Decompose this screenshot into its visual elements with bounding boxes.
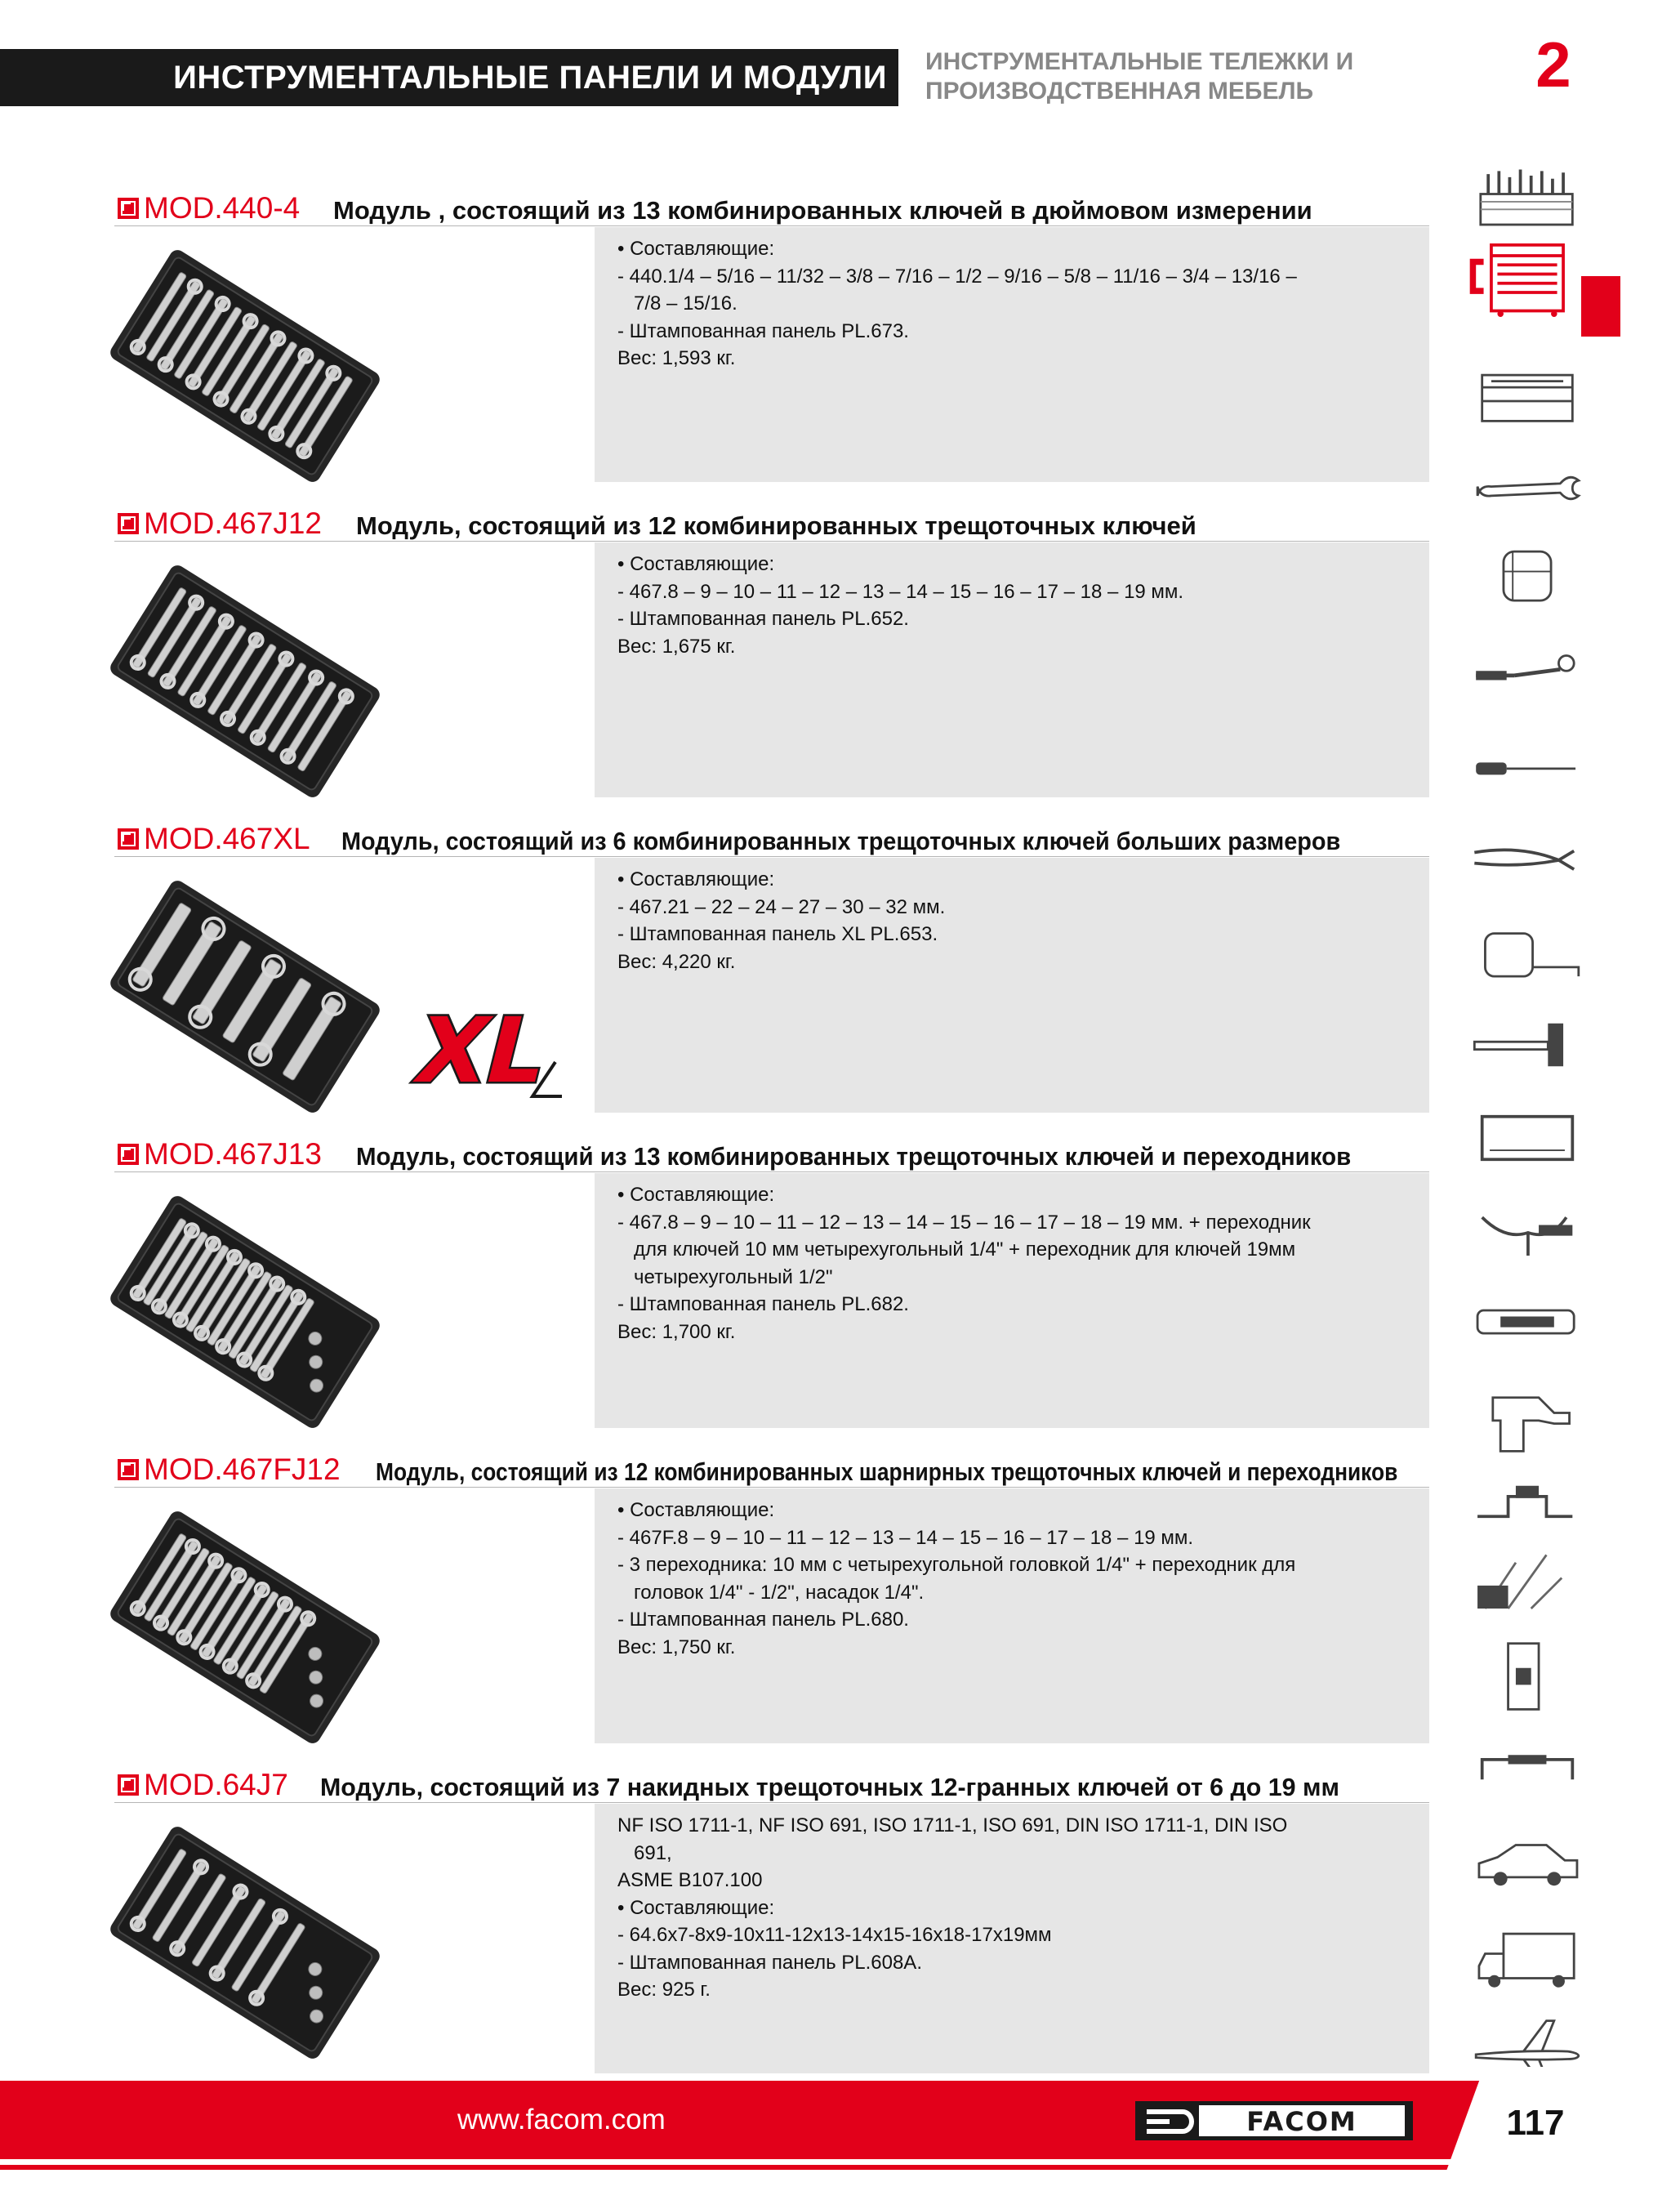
description-line: - Штампованная панель PL.673. [617,319,909,342]
product-header [114,505,1429,542]
product-description [617,1497,1426,1661]
product-mod-467xl [114,820,1429,1113]
product-marker-icon [118,1459,139,1480]
product-code: MOD.467J13 [144,1137,322,1171]
description-line: - Штампованная панель XL PL.653. [617,923,938,945]
product-header [114,190,1429,226]
product-description [617,1812,1426,2004]
product-marker-icon [118,1774,139,1796]
vise-icon[interactable] [1466,1470,1589,1544]
product-description [617,1181,1426,1345]
product-code: MOD.64J7 [144,1768,288,1801]
tool-chest-icon[interactable] [1466,364,1589,438]
product-description [617,551,1426,660]
description-line: для ключей 10 мм четырехугольный 1/4" + переходник для ключей 19мм [617,1238,1296,1261]
product-title: Модуль, состоящий из 12 комбинированных шарнирных трещоточных ключей и переходников [376,1457,1398,1486]
description-line: - Штампованная панель PL.652. [617,608,909,630]
description-line: • Составляющие: [617,553,775,575]
module-tray-image [114,243,376,480]
product-code: MOD.440-4 [144,191,301,225]
description-line: • Составляющие: [617,1184,775,1206]
module-tray-image [114,1820,376,2057]
description-line: Вес: 1,593 кг. [617,347,736,369]
product-code: MOD.467XL [144,822,310,855]
description-line: - 64.6x7-8x9-10x11-12x13-14x15-16x18-17x19мм [617,1924,1052,1946]
description-line: Вес: 1,700 кг. [617,1320,736,1343]
description-line: - 467.8 – 9 – 10 – 11 – 12 – 13 – 14 – 15 – 16 – 17 – 18 – 19 мм. [617,580,1184,603]
ratchet-icon[interactable] [1466,637,1589,711]
screwdriver-icon[interactable] [1466,730,1589,804]
product-mod-467fj12 [114,1451,1429,1743]
product-description [617,866,1426,975]
hacksaw-icon[interactable] [1466,1101,1589,1175]
product-title: Модуль, состоящий из 13 комбинированных трещоточных ключей и переходников [356,1142,1352,1171]
description-line: • Составляющие: [617,238,775,260]
svg-text:XL: XL [405,998,559,1104]
tester-icon[interactable] [1466,1286,1589,1359]
product-header [114,820,1429,857]
description-line: • Составляющие: [617,1499,775,1521]
truck-icon[interactable] [1466,1923,1589,1997]
safety-icon[interactable] [1466,1547,1589,1621]
description-line: - 3 переходника: 10 мм с четырехугольной головкой 1/4" + переходник для [617,1554,1296,1576]
footer-line [0,2165,1462,2170]
page-number: 117 [1506,2103,1565,2143]
product-mod-467j13 [114,1136,1429,1428]
module-tray-image [114,1505,376,1742]
tool-cabinet-icon[interactable] [1466,243,1589,317]
product-header [114,1451,1429,1488]
description-line: - 467.21 – 22 – 24 – 27 – 30 – 32 мм. [617,895,946,918]
facom-logo [1135,2098,1413,2144]
product-code: MOD.467FJ12 [144,1453,341,1486]
section-subtitle-line1: ИНСТРУМЕНТАЛЬНЫЕ ТЕЛЕЖКИ И [925,48,1354,75]
product-title: Модуль, состоящий из 6 комбинированных трещоточных ключей больших размеров [341,827,1341,855]
product-marker-icon [118,198,139,219]
description-line: четырехугольный 1/2" [617,1265,833,1288]
module-tray-image [114,874,376,1111]
product-title: Модуль , состоящий из 13 комбинированных ключей в дюймовом измерении [333,196,1312,225]
chapter-number: 2 [1535,29,1571,100]
description-line: головок 1/4" - 1/2", насадок 1/4". [617,1581,925,1604]
module-tray-image [114,559,376,796]
product-mod-64j7 [114,1766,1429,2073]
description-line: - 440.1/4 – 5/16 – 11/32 – 3/8 – 7/16 – 1/2 – 9/16 – 5/8 – 11/16 – 3/4 – 13/16 – [617,265,1297,288]
description-line: - 467F.8 – 9 – 10 – 11 – 12 – 13 – 14 – 15 – 16 – 17 – 18 – 19 мм. [617,1526,1194,1549]
socket-icon[interactable] [1466,541,1589,614]
product-code: MOD.467J12 [144,506,322,540]
product-title: Модуль, состоящий из 7 накидных трещоточных 12-гранных ключей от 6 до 19 мм [320,1773,1339,1801]
description-line: 7/8 – 15/16. [617,292,738,315]
description-line: Вес: 4,220 кг. [617,950,736,973]
description-line: - 467.8 – 9 – 10 – 11 – 12 – 13 – 14 – 15 – 16 – 17 – 18 – 19 мм. + переходник [617,1211,1311,1234]
description-line: • Составляющие: [617,1896,775,1919]
description-line: 691, [617,1841,672,1864]
puller-icon[interactable] [1466,1194,1589,1268]
description-line: Вес: 1,750 кг. [617,1635,736,1658]
module-tray-image [114,1189,376,1426]
section-subtitle [925,47,1383,106]
description-line: • Составляющие: [617,868,775,890]
pliers-icon[interactable] [1466,822,1589,895]
description-line: - Штампованная панель PL.680. [617,1609,909,1631]
product-title: Модуль, состоящий из 12 комбинированных трещоточных ключей [356,511,1196,540]
wrench-icon[interactable] [1466,457,1589,531]
footer-url[interactable]: www.facom.com [457,2104,666,2135]
facom-logo-text: FACOM [1246,2106,1357,2137]
description-line: Вес: 1,675 кг. [617,635,736,658]
section-subtitle-line2: ПРОИЗВОДСТВЕННАЯ МЕБЕЛЬ [925,78,1314,105]
product-header [114,1766,1429,1803]
description-line: ASME B107.100 [617,1869,763,1891]
product-marker-icon [118,828,139,850]
product-header [114,1136,1429,1172]
xl-badge [405,998,572,1104]
tape-measure-icon[interactable] [1466,917,1589,990]
hammer-icon[interactable] [1466,1008,1589,1082]
page-title: ИНСТРУМЕНТАЛЬНЫЕ ПАНЕЛИ И МОДУЛИ [173,60,887,96]
handle-icon[interactable] [1466,1734,1589,1807]
description-line: NF ISO 1711-1, NF ISO 691, ISO 1711-1, ISO 691, DIN ISO 1711-1, DIN ISO [617,1814,1288,1836]
product-description [617,235,1426,373]
description-line: - Штампованная панель PL.608A. [617,1951,922,1974]
description-line: Вес: 925 г. [617,1979,711,2001]
impact-wrench-icon[interactable] [1466,1382,1589,1456]
product-marker-icon [118,513,139,534]
car-icon[interactable] [1466,1827,1589,1900]
product-marker-icon [118,1144,139,1165]
product-mod-467j12 [114,505,1429,797]
toolbox-assortment-icon[interactable] [1466,163,1589,237]
product-mod-440-4 [114,190,1429,482]
circuit-breaker-icon[interactable] [1466,1640,1589,1714]
description-line: - Штампованная панель PL.682. [617,1293,909,1315]
